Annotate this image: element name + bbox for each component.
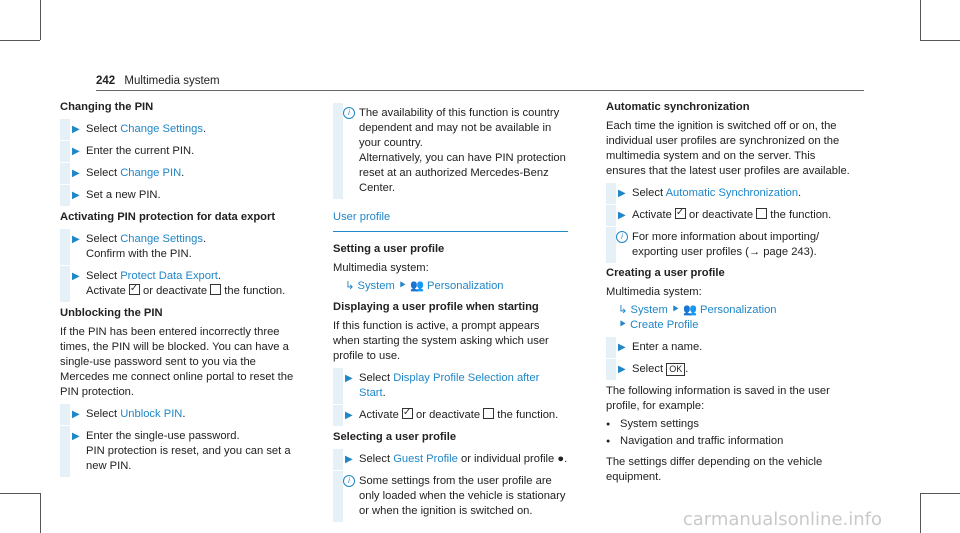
menu-link-guest-profile[interactable]: Guest Profile xyxy=(393,453,458,465)
arrow-icon: ▶ xyxy=(72,124,80,135)
arrow-icon: ▶ xyxy=(618,342,626,353)
arrow-icon: ▶ xyxy=(72,168,80,179)
step-text: . xyxy=(202,123,207,135)
step-text: Enter the single-use password. xyxy=(86,430,240,442)
arrow-icon: ▶ xyxy=(345,454,353,465)
step xyxy=(606,186,856,201)
heading-creating-profile: Creating a user profile xyxy=(606,267,725,279)
column-1 xyxy=(60,100,295,481)
step-text: the function. xyxy=(221,285,286,297)
crop-mark xyxy=(40,493,41,533)
step-text: the function. xyxy=(494,409,559,421)
menu-link-unblock-pin[interactable]: Unblock PIN xyxy=(120,408,183,420)
menu-link-personalization[interactable]: Personalization xyxy=(427,280,504,292)
menu-link-system[interactable]: System xyxy=(630,304,668,316)
crop-mark xyxy=(0,40,40,41)
heading-selecting-profile: Selecting a user profile xyxy=(333,431,457,443)
page-number: 242 xyxy=(96,75,116,87)
paragraph: Multimedia system: xyxy=(606,286,702,298)
step-text: or deactivate xyxy=(412,409,484,421)
info-note xyxy=(333,106,568,196)
menu-link-display-profile-selection[interactable]: Display Profile Selection after Start xyxy=(359,372,540,399)
step-text: Select xyxy=(632,363,667,375)
info-text: Alternatively, you can have PIN protection reset at an authorized Mercedes-Benz Center. xyxy=(359,152,566,194)
step-text: Select xyxy=(86,123,121,135)
step-text: Set a new PIN. xyxy=(86,189,161,201)
menu-path xyxy=(345,279,568,294)
info-text: For more information about importing/ exporting user profiles (→ page 243). xyxy=(632,231,820,258)
step-text: . xyxy=(798,187,802,199)
menu-link-system[interactable]: System xyxy=(357,280,395,292)
step-text: or deactivate xyxy=(139,285,211,297)
step-text: Confirm with the PIN. xyxy=(86,248,192,260)
heading-displaying-profile: Displaying a user profile when starting xyxy=(333,301,539,313)
list-item: ● System settings xyxy=(606,417,856,432)
step-text: Select xyxy=(632,187,666,199)
step xyxy=(60,429,295,474)
page-header xyxy=(96,74,220,89)
step-text: Select xyxy=(86,270,121,282)
arrow-icon: ▶ xyxy=(72,409,80,420)
arrow-icon: ▶ xyxy=(618,364,626,375)
arrow-icon: ▶ xyxy=(72,146,80,157)
crop-mark xyxy=(920,0,921,40)
step-text: Select xyxy=(359,453,394,465)
crop-mark xyxy=(0,493,40,494)
step-text: . xyxy=(202,233,207,245)
user-profile-icon: 👥 xyxy=(682,304,701,316)
step-text: PIN protection is reset, and you can set a new PIN. xyxy=(86,445,291,472)
menu-path xyxy=(618,303,856,333)
crop-mark xyxy=(40,0,41,40)
arrow-icon: ▶ xyxy=(345,373,353,384)
step-text: Select xyxy=(86,408,121,420)
heading-setting-user-profile: Setting a user profile xyxy=(333,243,445,255)
heading-auto-sync: Automatic synchronization xyxy=(606,101,750,113)
header-title: Multimedia system xyxy=(124,75,220,87)
paragraph: If this function is active, a prompt appears when starting the system asking which user profile to use. xyxy=(333,320,549,362)
arrow-icon: ▶ xyxy=(72,234,80,245)
menu-link-personalization[interactable]: Personalization xyxy=(700,304,777,316)
double-chevron-icon: ⯈ xyxy=(394,280,410,292)
step-text: Activate xyxy=(359,409,402,421)
step-text: Enter the current PIN. xyxy=(86,145,195,157)
arrow-icon: ▶ xyxy=(72,431,80,442)
menu-link-change-pin[interactable]: Change PIN xyxy=(120,167,182,179)
heading-changing-pin: Changing the PIN xyxy=(60,101,154,113)
paragraph: If the PIN has been entered incorrectly three times, the PIN will be blocked. You can have a single-use password sent to you via the Mercedes me connect online portal to reset the PIN protection. xyxy=(60,326,294,398)
step xyxy=(333,408,568,423)
step-text: . xyxy=(182,408,186,420)
step xyxy=(60,144,295,159)
heading-unblocking-pin: Unblocking the PIN xyxy=(60,307,163,319)
column-2 xyxy=(333,100,568,525)
path-arrow-icon: ↳ xyxy=(345,280,358,292)
step xyxy=(606,208,856,223)
step-text: . xyxy=(382,387,386,399)
double-chevron-icon: ⯈ xyxy=(667,304,683,316)
step xyxy=(60,166,295,181)
step-text: Select xyxy=(86,167,121,179)
step-text: or individual profile ●. xyxy=(457,453,568,465)
column-3 xyxy=(606,100,856,488)
info-text: Some settings from the user profile are only loaded when the vehicle is stationary or when the ignition is switched on. xyxy=(359,475,566,517)
info-icon: i xyxy=(616,231,628,243)
menu-link-automatic-sync[interactable]: Automatic Synchronization xyxy=(665,187,799,199)
step xyxy=(60,407,295,422)
checkbox-checked-icon xyxy=(675,208,686,219)
bullet-list xyxy=(606,417,856,449)
step-text: Select xyxy=(359,372,394,384)
path-arrow-icon: ↳ xyxy=(618,304,631,316)
step-text: . xyxy=(217,270,221,282)
section-divider xyxy=(333,231,568,232)
paragraph: The settings differ depending on the vehicle equipment. xyxy=(606,456,823,483)
crop-mark xyxy=(920,493,960,494)
step-text: or deactivate xyxy=(685,209,757,221)
arrow-icon: ▶ xyxy=(618,210,626,221)
checkbox-empty-icon xyxy=(483,408,494,419)
step xyxy=(606,340,856,355)
arrow-icon: ▶ xyxy=(345,410,353,421)
step xyxy=(606,362,856,377)
step xyxy=(333,452,568,467)
arrow-icon: ▶ xyxy=(618,188,626,199)
info-icon: i xyxy=(343,475,355,487)
arrow-icon: ▶ xyxy=(72,271,80,282)
step xyxy=(60,232,295,262)
info-note xyxy=(606,230,856,260)
heading-pin-protection: Activating PIN protection for data export xyxy=(60,211,276,223)
step-text: . xyxy=(181,167,185,179)
step xyxy=(333,371,568,401)
step xyxy=(60,188,295,203)
watermark: carmanualsonline.info xyxy=(682,509,882,530)
step-text: Enter a name. xyxy=(632,341,703,353)
checkbox-checked-icon xyxy=(129,284,140,295)
step-text: the function. xyxy=(767,209,832,221)
paragraph: Multimedia system: xyxy=(333,262,429,274)
menu-link-change-settings[interactable]: Change Settings xyxy=(120,233,203,245)
step xyxy=(60,269,295,299)
menu-link-protect-data-export[interactable]: Protect Data Export xyxy=(120,270,218,282)
arrow-icon: ▶ xyxy=(72,190,80,201)
checkbox-empty-icon xyxy=(210,284,221,295)
info-note xyxy=(333,474,568,519)
checkbox-checked-icon xyxy=(402,408,413,419)
list-item: ● Navigation and traffic information xyxy=(606,434,856,449)
menu-link-change-settings[interactable]: Change Settings xyxy=(120,123,203,135)
info-icon: i xyxy=(343,107,355,119)
paragraph: Each time the ignition is switched off or on, the individual user profiles are synchronized on the multimedia system and on the server. This ensures that the latest user profiles are available. xyxy=(606,120,850,177)
crop-mark xyxy=(920,493,921,533)
step xyxy=(60,122,295,137)
double-chevron-icon: ⯈ xyxy=(618,319,631,331)
menu-link-create-profile[interactable]: Create Profile xyxy=(630,319,699,331)
step-text: Activate xyxy=(632,209,675,221)
paragraph: The following information is saved in the user profile, for example: xyxy=(606,385,830,412)
user-profile-icon: 👥 xyxy=(409,280,428,292)
section-title-user-profile: User profile xyxy=(333,211,391,223)
step-text: Select xyxy=(86,233,121,245)
ok-key: OK xyxy=(666,363,685,376)
info-text: The availability of this function is country dependent and may not be available in your country. xyxy=(359,107,560,149)
step-text: . xyxy=(685,363,689,375)
header-divider xyxy=(96,90,864,91)
crop-mark xyxy=(920,40,960,41)
checkbox-empty-icon xyxy=(756,208,767,219)
step-text: Activate xyxy=(86,285,129,297)
